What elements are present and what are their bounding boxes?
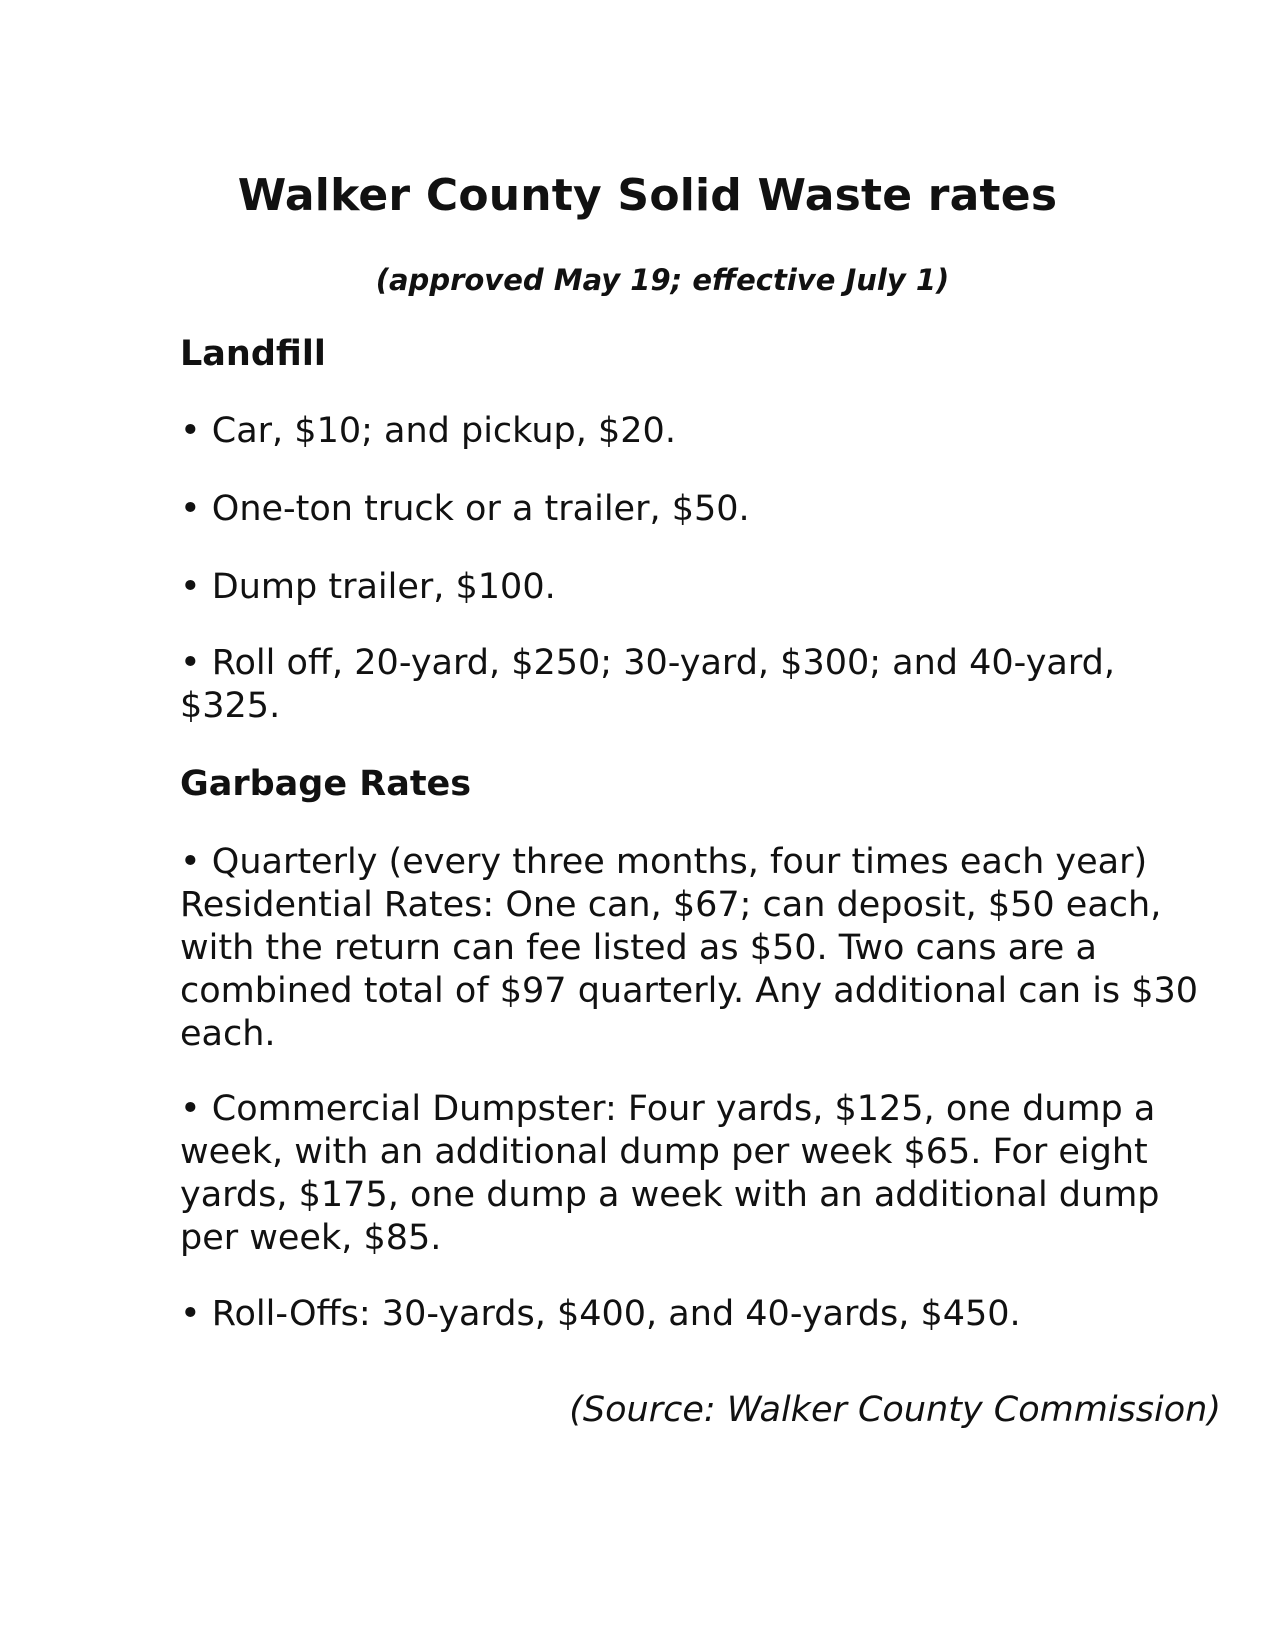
document-subtitle: (approved May 19; effective July 1) xyxy=(375,263,950,297)
landfill-rate-item: • Roll off, 20-yard, $250; 30-yard, $300; and 40-yard, $325. xyxy=(180,643,1115,726)
landfill-rate-item: • One-ton truck or a trailer, $50. xyxy=(180,489,750,529)
document-body xyxy=(180,332,1220,1336)
garbage-rate-item: • Quarterly (every three months, four times each year) Residential Rates: One can, $67; can deposit, $50 each, with the return can fee listed as $50. Two cans are a combined total of $97 quarterly. Any additional can is $30 each. xyxy=(180,842,1199,1054)
document-title: Walker County Solid Waste rates xyxy=(237,170,1058,221)
garbage-rate-item: • Roll-Offs: 30-yards, $400, and 40-yards, $450. xyxy=(180,1294,1021,1334)
garbage-rate-item: • Commercial Dumpster: Four yards, $125, one dump a week, with an additional dump per week $65. For eight yards, $175, one dump a week with an additional dump per week, $85. xyxy=(180,1089,1160,1258)
landfill-rate-item: • Car, $10; and pickup, $20. xyxy=(180,411,676,451)
section-heading-garbage-rates: Garbage Rates xyxy=(180,764,472,804)
source-attribution: (Source: Walker County Commission) xyxy=(569,1390,1221,1430)
section-heading-landfill: Landfill xyxy=(180,334,326,374)
landfill-rate-item: • Dump trailer, $100. xyxy=(180,567,556,607)
